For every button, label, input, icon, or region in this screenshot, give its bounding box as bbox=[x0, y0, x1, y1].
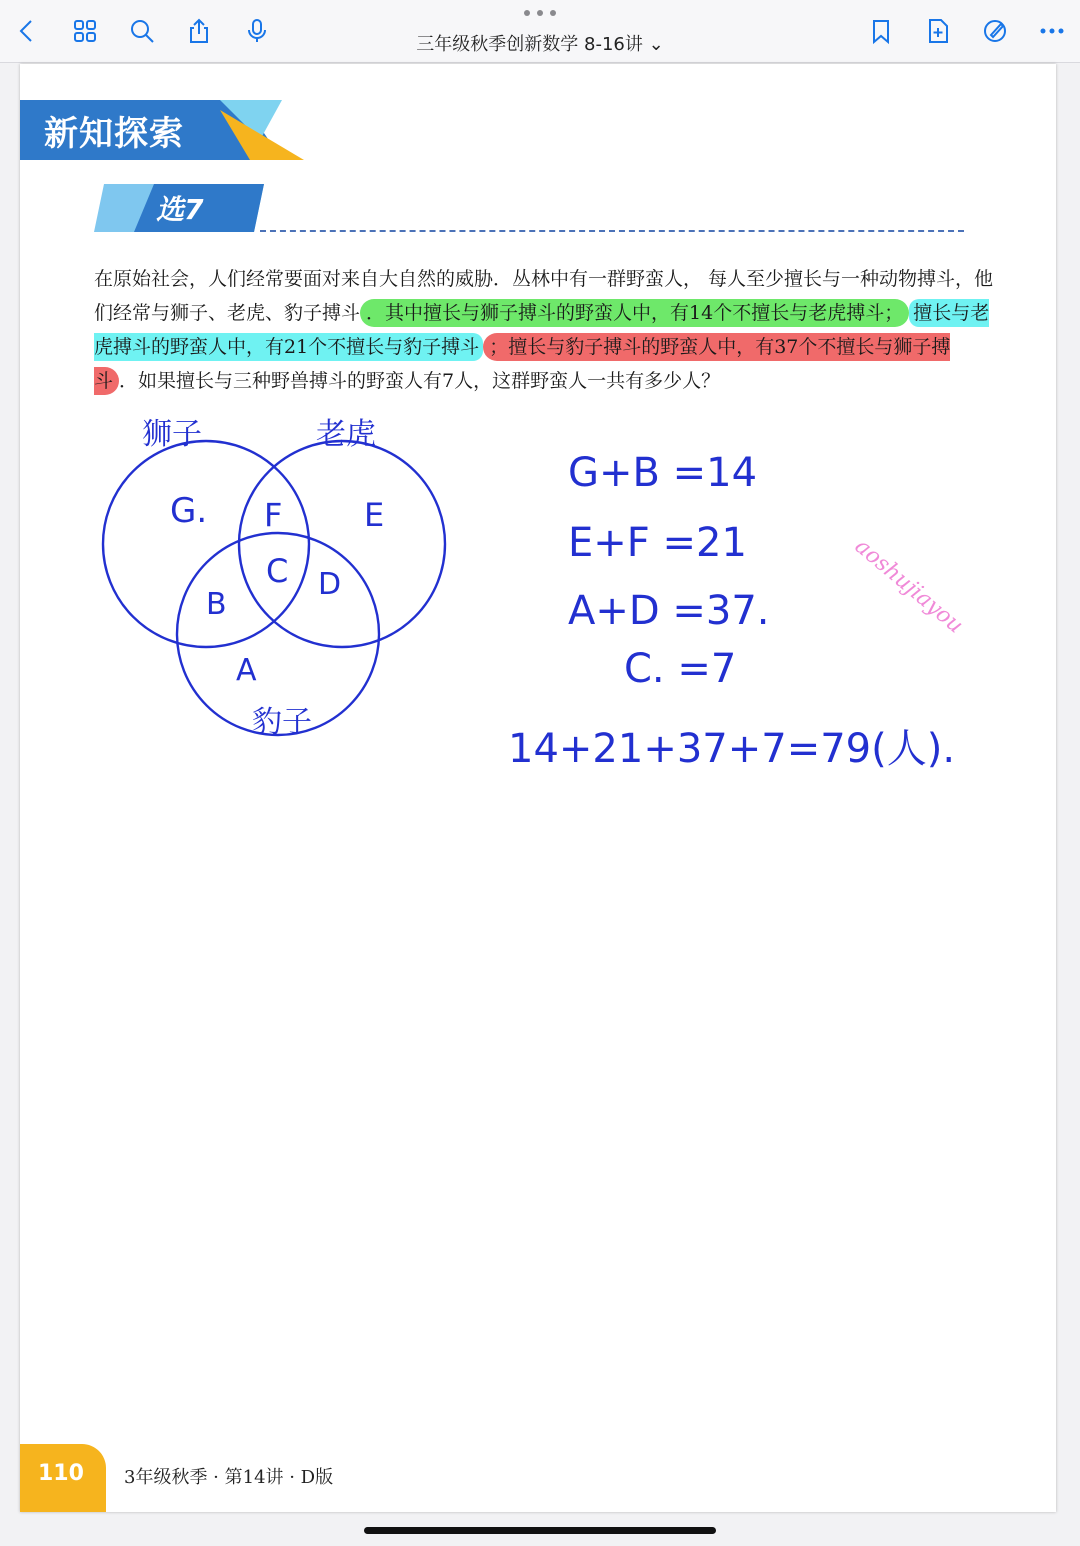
top-toolbar bbox=[0, 0, 1080, 63]
tag-label: 选7 bbox=[156, 193, 204, 226]
footer-text: 3年级秋季 · 第14讲 · D版 bbox=[124, 1467, 334, 1488]
home-indicator[interactable] bbox=[364, 1527, 716, 1534]
region-d: D bbox=[318, 567, 342, 602]
label-lion: 狮子 bbox=[142, 417, 202, 452]
problem-part-1: 在原始社会，人们经常要面对来自大自然的威胁．丛林中有一群野蛮人， 每人至少擅长与一种动物搏斗，他们经常与狮子、老虎、豹子搏斗 bbox=[94, 268, 994, 324]
equation-2: E+F =21 bbox=[568, 520, 747, 566]
window-grabber-icon[interactable] bbox=[524, 10, 556, 18]
highlight-green: ．其中擅长与狮子搏斗的野蛮人中，有14个不擅长与老虎搏斗； bbox=[360, 299, 909, 327]
section-title: 新知探索 bbox=[44, 114, 184, 154]
venn-circle-leopard bbox=[177, 533, 379, 735]
add-page-icon[interactable] bbox=[921, 14, 955, 48]
region-a: A bbox=[236, 653, 257, 688]
equation-3: A+D =37. bbox=[568, 588, 770, 634]
problem-part-2: ．如果擅长与三种野兽搏斗的野蛮人有7人，这群野蛮人一共有多少人？ bbox=[119, 370, 721, 392]
problem-text bbox=[94, 262, 994, 398]
watermark: aoshujiayou bbox=[849, 534, 968, 639]
document-title[interactable]: 三年级秋季创新数学 8-16讲 ⌄ bbox=[416, 34, 664, 55]
equation-5: 14+21+37+7=79(人). bbox=[508, 726, 956, 772]
region-f: F bbox=[264, 496, 283, 534]
label-leopard: 豹子 bbox=[252, 705, 312, 740]
venn-circle-lion bbox=[103, 441, 309, 647]
region-c: C bbox=[266, 552, 289, 590]
document-page[interactable] bbox=[20, 64, 1056, 1512]
region-e: E bbox=[364, 496, 385, 534]
venn-circle-tiger bbox=[239, 441, 445, 647]
more-icon[interactable] bbox=[1035, 14, 1069, 48]
region-b: B bbox=[206, 587, 227, 622]
handwriting-layer bbox=[20, 64, 1056, 824]
highlight-red: ；擅长与豹子搏斗的野蛮人中，有37个不擅长与狮子搏斗 bbox=[94, 333, 950, 395]
page-number: 110 bbox=[38, 1461, 84, 1486]
equation-1: G+B =14 bbox=[568, 450, 758, 496]
bookmark-icon[interactable] bbox=[864, 14, 898, 48]
equation-4: C. =7 bbox=[624, 646, 737, 692]
label-tiger: 老虎 bbox=[316, 417, 376, 452]
dashed-divider bbox=[260, 230, 964, 232]
highlight-cyan: 擅长与老虎搏斗的野蛮人中，有21个不擅长与豹子搏斗 bbox=[94, 299, 989, 361]
region-g: G. bbox=[170, 491, 208, 531]
pen-icon[interactable] bbox=[978, 14, 1012, 48]
